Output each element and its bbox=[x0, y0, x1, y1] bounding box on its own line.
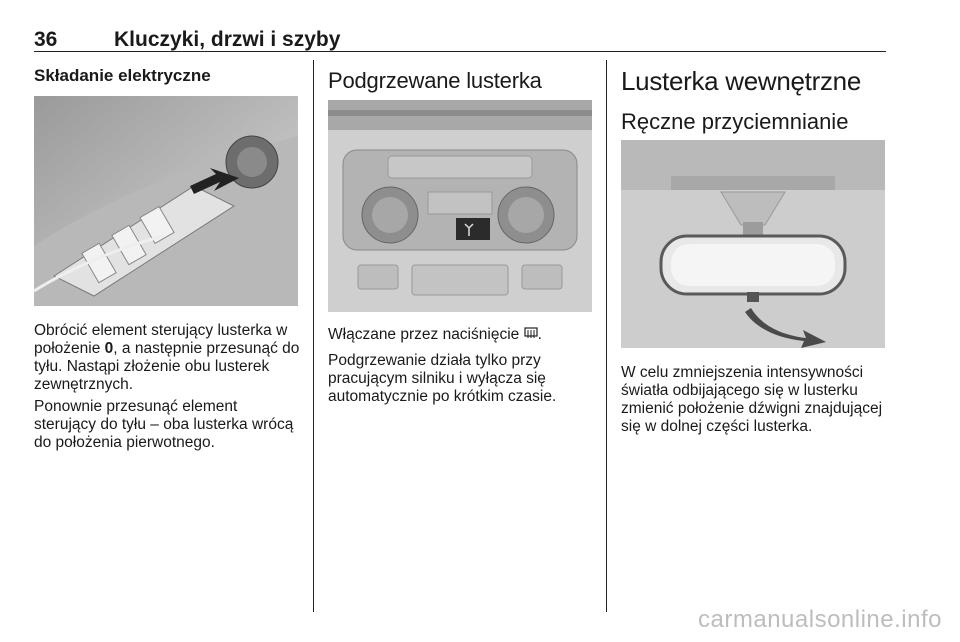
column-3 bbox=[621, 60, 885, 135]
figure-door-mirror-switch bbox=[34, 96, 298, 306]
section-heading-heated: Podgrzewane lusterka bbox=[328, 68, 542, 93]
paragraph-text: , a następnie przesunąć do tyłu. Nastąpi złożenie obu lusterek zewnętrznych. bbox=[34, 340, 300, 393]
paragraph-heated-2: Podgrzewanie działa tylko przy pracującym silniku i wyłącza się automatycznie po krótkim czasie. bbox=[328, 352, 557, 405]
column-2 bbox=[328, 60, 592, 94]
paragraph-text: Obrócić element sterujący lusterka w położenie bbox=[34, 322, 288, 357]
page-number: 36 bbox=[34, 28, 58, 51]
paragraph-dimming: W celu zmniejszenia intensywności światła odbijającego się w lusterku zmienić położenie dźwigni znajdującej się w dolnej części lusterka. bbox=[621, 364, 883, 435]
heated-mirror-button-icon bbox=[456, 218, 490, 240]
watermark: carmanualsonline.info bbox=[698, 606, 942, 633]
column-divider-2 bbox=[606, 60, 607, 612]
page-header bbox=[34, 28, 886, 50]
paragraph-text: Włączane przez naciśnięcie bbox=[328, 326, 524, 343]
paragraph-heated-1 bbox=[328, 326, 592, 344]
heated-mirror-icon bbox=[524, 326, 538, 340]
figure-climate-panel bbox=[328, 100, 592, 312]
dimming-lever bbox=[747, 292, 759, 302]
header-rule bbox=[34, 51, 886, 52]
figure-rear-view-mirror bbox=[621, 140, 885, 348]
chapter-title: Kluczyki, drzwi i szyby bbox=[114, 28, 341, 51]
paragraph-text: . bbox=[537, 326, 542, 343]
subheading-manual-dimming: Ręczne przyciemnianie bbox=[621, 109, 849, 134]
section-heading-interior-mirror: Lusterka wewnętrzne bbox=[621, 66, 861, 96]
paragraph-folding-2: Ponownie przesunąć element sterujący do tyłu – oba lusterka wrócą do położenia pierwotnego. bbox=[34, 398, 294, 451]
column-1 bbox=[34, 60, 300, 86]
section-heading-folding: Składanie elektryczne bbox=[34, 66, 211, 85]
paragraph-folding-1 bbox=[34, 322, 300, 394]
column-divider-1 bbox=[313, 60, 314, 612]
position-zero-label: 0 bbox=[104, 340, 114, 357]
